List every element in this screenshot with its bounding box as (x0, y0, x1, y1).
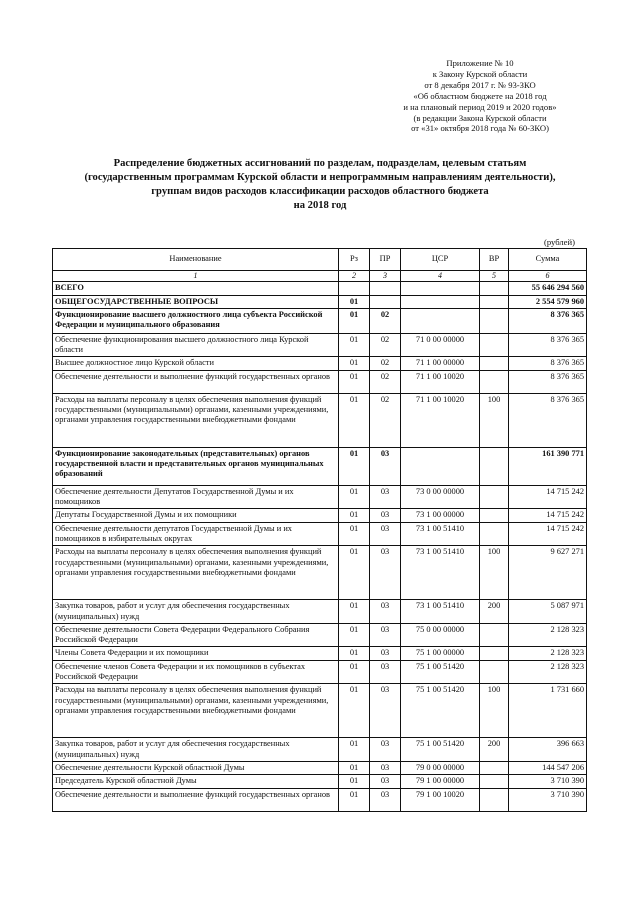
row-rz: 01 (339, 600, 370, 624)
row-name: Функционирование законодательных (представительных) органов государственной власти и представительных органов муниципальных образований (53, 447, 339, 485)
row-pr: 03 (370, 738, 401, 762)
row-rz: 01 (339, 546, 370, 600)
title-line: (государственным программам Курской области и непрограммным направлениям деятельности), (84, 172, 556, 183)
row-vr: 100 (480, 684, 509, 738)
row-vr: 200 (480, 600, 509, 624)
row-name: ОБЩЕГОСУДАРСТВЕННЫЕ ВОПРОСЫ (53, 295, 339, 308)
row-pr: 03 (370, 660, 401, 684)
row-sum: 1 731 660 (509, 684, 587, 738)
appendix-line: к Закону Курской области (432, 68, 528, 79)
row-pr: 03 (370, 447, 401, 485)
row-vr (480, 295, 509, 308)
row-pr (370, 295, 401, 308)
row-sum: 144 547 206 (509, 761, 587, 774)
row-sum: 2 128 323 (509, 623, 587, 647)
table-row (53, 447, 587, 485)
row-csr: 79 1 00 10020 (401, 788, 480, 811)
row-sum: 9 627 271 (509, 546, 587, 600)
row-sum: 396 663 (509, 738, 587, 762)
row-csr (401, 295, 480, 308)
column-number: 6 (509, 271, 587, 282)
row-vr (480, 485, 509, 509)
row-vr (480, 509, 509, 522)
row-sum: 14 715 242 (509, 522, 587, 546)
row-rz: 01 (339, 393, 370, 447)
header-rz: Рз (339, 249, 370, 271)
row-name: Расходы на выплаты персоналу в целях обеспечения выполнения функций государственными (муниципальными) органами, казенными учреждениями, органами управления государственными внебюджетными фондами (53, 393, 339, 447)
row-vr: 100 (480, 393, 509, 447)
row-sum: 8 376 365 (509, 370, 587, 393)
row-name: Функционирование высшего должностного лица субъекта Российской Федерации и муниципального образования (53, 308, 339, 333)
row-name: Обеспечение деятельности Депутатов Государственной Думы и их помощников (53, 485, 339, 509)
row-csr (401, 447, 480, 485)
table-row (53, 647, 587, 660)
row-pr: 03 (370, 684, 401, 738)
row-csr: 79 0 00 00000 (401, 761, 480, 774)
row-name: ВСЕГО (53, 282, 339, 295)
row-sum: 3 710 390 (509, 788, 587, 811)
appendix-line: (в редакции Закона Курской области (413, 112, 547, 123)
row-name: Обеспечение деятельности Совета Федерации Федерального Собрания Российской Федерации (53, 623, 339, 647)
table-row (53, 788, 587, 811)
row-name: Высшее должностное лицо Курской области (53, 357, 339, 370)
row-rz: 01 (339, 660, 370, 684)
row-name: Обеспечение членов Совета Федерации и их помощников в субъектах Российской Федерации (53, 660, 339, 684)
table-row (53, 738, 587, 762)
row-sum: 8 376 365 (509, 357, 587, 370)
row-pr: 03 (370, 509, 401, 522)
row-vr (480, 308, 509, 333)
table-row (53, 308, 587, 333)
row-rz: 01 (339, 333, 370, 357)
header-csr: ЦСР (401, 249, 480, 271)
row-rz: 01 (339, 370, 370, 393)
row-vr: 200 (480, 738, 509, 762)
title-line: Распределение бюджетных ассигнований по разделам, подразделам, целевым статьям (113, 158, 527, 169)
table-row (53, 282, 587, 295)
row-name: Обеспечение деятельности и выполнение функций государственных органов (53, 370, 339, 393)
table-row (53, 357, 587, 370)
row-pr: 02 (370, 357, 401, 370)
header-sum: Сумма (509, 249, 587, 271)
row-pr: 03 (370, 623, 401, 647)
row-sum: 14 715 242 (509, 485, 587, 509)
row-csr: 75 0 00 00000 (401, 623, 480, 647)
row-name: Закупка товаров, работ и услуг для обеспечения государственных (муниципальных) нужд (53, 600, 339, 624)
document-title (40, 157, 600, 213)
row-rz: 01 (339, 308, 370, 333)
column-number: 1 (53, 271, 339, 282)
row-name: Обеспечение функционирования высшего должностного лица Курской области (53, 333, 339, 357)
row-rz: 01 (339, 357, 370, 370)
row-name: Расходы на выплаты персоналу в целях обеспечения выполнения функций государственными (муниципальными) органами, казенными учреждениями, органами управления государственными внебюджетными фондами (53, 684, 339, 738)
row-rz: 01 (339, 761, 370, 774)
table-row (53, 660, 587, 684)
row-rz: 01 (339, 295, 370, 308)
table-row (53, 370, 587, 393)
row-pr: 03 (370, 485, 401, 509)
row-rz: 01 (339, 509, 370, 522)
header-name: Наименование (53, 249, 339, 271)
row-rz: 01 (339, 522, 370, 546)
table-row (53, 684, 587, 738)
table-row (53, 509, 587, 522)
table-row (53, 393, 587, 447)
appendix-line: от 8 декабря 2017 г. № 93-ЗКО (424, 79, 536, 90)
row-rz (339, 282, 370, 295)
table-row (53, 522, 587, 546)
row-name: Председатель Курской областной Думы (53, 775, 339, 788)
row-vr (480, 775, 509, 788)
row-name: Обеспечение деятельности депутатов Государственной Думы и их помощников в избирательных округах (53, 522, 339, 546)
row-sum: 8 376 365 (509, 333, 587, 357)
row-pr: 03 (370, 775, 401, 788)
title-line: на 2018 год (293, 200, 347, 211)
row-pr: 03 (370, 647, 401, 660)
column-number: 2 (339, 271, 370, 282)
row-vr (480, 623, 509, 647)
appendix-line: от «31» октября 2018 года № 60-ЗКО) (411, 123, 549, 134)
row-vr (480, 333, 509, 357)
row-csr: 75 1 00 51420 (401, 684, 480, 738)
row-csr: 75 1 00 51420 (401, 660, 480, 684)
row-csr: 73 1 00 51410 (401, 522, 480, 546)
row-sum: 14 715 242 (509, 509, 587, 522)
row-sum: 161 390 771 (509, 447, 587, 485)
row-rz: 01 (339, 775, 370, 788)
appendix-block (380, 58, 580, 134)
table-row (53, 295, 587, 308)
row-vr: 100 (480, 546, 509, 600)
row-csr: 75 1 00 00000 (401, 647, 480, 660)
row-csr: 73 1 00 51410 (401, 600, 480, 624)
column-number: 5 (480, 271, 509, 282)
row-csr (401, 282, 480, 295)
table-row (53, 546, 587, 600)
row-rz: 01 (339, 447, 370, 485)
row-sum: 2 554 579 960 (509, 295, 587, 308)
row-rz: 01 (339, 623, 370, 647)
row-name: Члены Совета Федерации и их помощники (53, 647, 339, 660)
row-sum: 3 710 390 (509, 775, 587, 788)
row-pr: 03 (370, 522, 401, 546)
row-pr: 02 (370, 393, 401, 447)
row-pr: 02 (370, 308, 401, 333)
table-row (53, 485, 587, 509)
table-row (53, 623, 587, 647)
row-csr: 75 1 00 51420 (401, 738, 480, 762)
row-csr: 79 1 00 00000 (401, 775, 480, 788)
row-pr: 03 (370, 546, 401, 600)
row-vr (480, 447, 509, 485)
currency-unit: (рублей) (544, 237, 575, 247)
row-name: Обеспечение деятельности Курской областной Думы (53, 761, 339, 774)
row-csr: 73 1 00 00000 (401, 509, 480, 522)
row-sum: 8 376 365 (509, 308, 587, 333)
row-csr: 71 0 00 00000 (401, 333, 480, 357)
row-name: Закупка товаров, работ и услуг для обеспечения государственных (муниципальных) нужд (53, 738, 339, 762)
header-pr: ПР (370, 249, 401, 271)
appendix-line: Приложение № 10 (446, 58, 514, 68)
row-vr (480, 761, 509, 774)
header-vr: ВР (480, 249, 509, 271)
row-vr (480, 357, 509, 370)
row-rz: 01 (339, 485, 370, 509)
column-number: 3 (370, 271, 401, 282)
row-csr: 73 1 00 51410 (401, 546, 480, 600)
appendix-line: «Об областном бюджете на 2018 год (413, 90, 547, 101)
row-vr (480, 522, 509, 546)
row-name: Обеспечение деятельности и выполнение функций государственных органов (53, 788, 339, 811)
row-sum: 55 646 294 560 (509, 282, 587, 295)
row-sum: 5 087 971 (509, 600, 587, 624)
table-header-row (53, 249, 587, 271)
row-rz: 01 (339, 738, 370, 762)
table-row (53, 761, 587, 774)
row-pr: 03 (370, 788, 401, 811)
row-sum: 8 376 365 (509, 393, 587, 447)
row-pr (370, 282, 401, 295)
row-pr: 03 (370, 600, 401, 624)
row-csr (401, 308, 480, 333)
row-csr: 73 0 00 00000 (401, 485, 480, 509)
column-number-row (53, 271, 587, 282)
row-name: Депутаты Государственной Думы и их помощники (53, 509, 339, 522)
row-rz: 01 (339, 647, 370, 660)
row-pr: 02 (370, 370, 401, 393)
row-sum: 2 128 323 (509, 660, 587, 684)
row-pr: 03 (370, 761, 401, 774)
row-csr: 71 1 00 00000 (401, 357, 480, 370)
row-vr (480, 282, 509, 295)
table-row (53, 333, 587, 357)
row-csr: 71 1 00 10020 (401, 393, 480, 447)
row-vr (480, 660, 509, 684)
column-number: 4 (401, 271, 480, 282)
row-sum: 2 128 323 (509, 647, 587, 660)
row-vr (480, 647, 509, 660)
row-name: Расходы на выплаты персоналу в целях обеспечения выполнения функций государственными (муниципальными) органами, казенными учреждениями, органами управления государственными внебюджетными фондами (53, 546, 339, 600)
row-pr: 02 (370, 333, 401, 357)
table-row (53, 600, 587, 624)
table-row (53, 775, 587, 788)
row-rz: 01 (339, 788, 370, 811)
appendix-line: и на плановый период 2019 и 2020 годов» (403, 101, 557, 112)
row-vr (480, 370, 509, 393)
row-csr: 71 1 00 10020 (401, 370, 480, 393)
title-line: группам видов расходов классификации расходов областного бюджета (151, 186, 489, 197)
row-vr (480, 788, 509, 811)
budget-table (52, 248, 587, 812)
row-rz: 01 (339, 684, 370, 738)
